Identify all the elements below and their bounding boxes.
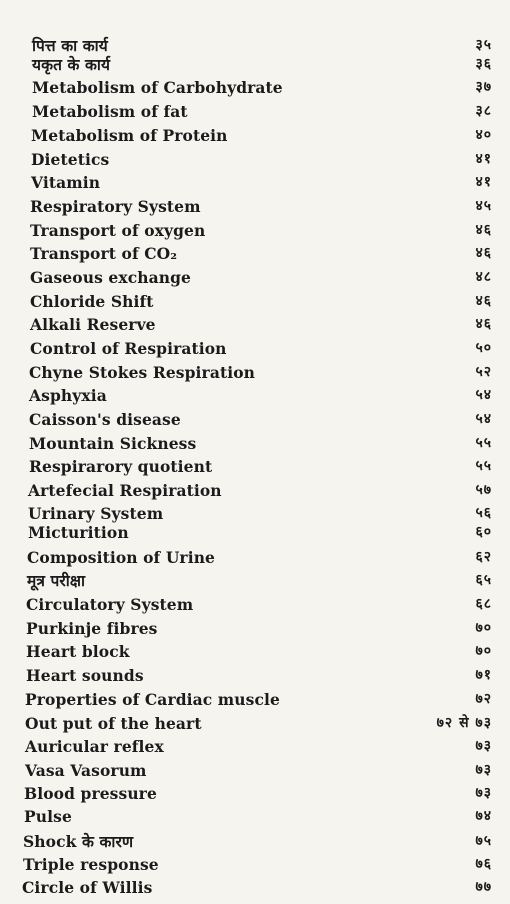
toc-entry [0, 479, 510, 502]
toc-entry-page: ७१ [475, 667, 492, 684]
toc-entry-title: Metabolism of Protein [31, 126, 228, 146]
toc-entry-page: ७५ [475, 832, 492, 849]
toc-entry-title: Heart sounds [26, 666, 144, 686]
toc-entry-page: ६२ [475, 548, 492, 565]
toc-entry [0, 688, 510, 711]
toc-entry-page: ४६ [475, 316, 492, 333]
toc-entry-page: ३७ [475, 78, 492, 95]
toc-entry-title: Composition of Urine [27, 547, 216, 567]
toc-entry-title: Blood pressure [24, 784, 157, 803]
toc-entry-title: मूत्र परीक्षा [27, 570, 86, 590]
toc-entry-title: Respiratory System [30, 197, 201, 217]
toc-entry-page: ७३ [475, 761, 492, 778]
toc-entry-title: Purkinje fibres [26, 618, 158, 638]
toc-entry [0, 853, 510, 876]
toc-entry-title: Triple response [23, 855, 159, 875]
toc-entry-title: Urinary System [28, 503, 164, 523]
toc-entry [0, 266, 510, 289]
toc-entry-title: Gaseous exchange [30, 268, 192, 288]
toc-entry [0, 76, 510, 99]
toc-entry-page: ३८ [475, 103, 492, 120]
toc-entry [0, 712, 510, 735]
table-of-contents [0, 34, 510, 898]
toc-entry [0, 617, 510, 640]
toc-entry-title: Chloride Shift [30, 291, 154, 311]
toc-entry-page: ७० [475, 642, 492, 659]
toc-entry-page: ७७ [475, 879, 492, 896]
toc-entry-title: Metabolism of fat [32, 102, 188, 122]
toc-entry-page: ७० [475, 619, 492, 636]
toc-entry-page: ३६ [475, 56, 492, 73]
toc-entry-title: Micturition [28, 523, 129, 543]
toc-entry-title: Mountain Sickness [29, 433, 197, 453]
toc-entry-page: ४६ [475, 245, 492, 262]
toc-entry [0, 830, 510, 853]
toc-entry [0, 384, 510, 407]
toc-entry [0, 664, 510, 687]
toc-entry-page: ४१ [475, 174, 492, 191]
toc-entry-page: ५५ [475, 458, 492, 475]
toc-entry [0, 782, 510, 805]
toc-entry [0, 805, 510, 828]
toc-entry [0, 290, 510, 313]
toc-entry-page: ५२ [475, 363, 492, 380]
toc-entry-title: Out put of the heart [25, 713, 202, 733]
toc-entry [0, 124, 510, 147]
toc-entry [0, 455, 510, 478]
toc-entry-page: ५५ [475, 434, 492, 451]
toc-entry-page: ४८ [475, 269, 492, 286]
toc-entry-title: Chyne Stokes Respiration [29, 362, 256, 382]
toc-entry-page: ५४ [475, 410, 492, 427]
toc-entry-page: ७४ [475, 808, 492, 825]
toc-entry [0, 546, 510, 569]
toc-entry-title: Caisson's disease [29, 409, 181, 429]
toc-entry-title: यकृत के कार्य [32, 55, 111, 75]
toc-entry-title: Shock के कारण [23, 831, 134, 851]
toc-entry [0, 593, 510, 616]
toc-entry-page: ७२ से ७३ [436, 714, 492, 731]
toc-entry-title: Dietetics [31, 149, 110, 169]
toc-entry-title: Artefecial Respiration [28, 480, 222, 500]
toc-entry-title: Circle of Willis [22, 878, 153, 898]
toc-entry-page: ७६ [475, 856, 492, 873]
toc-entry-page: ६८ [475, 596, 492, 613]
toc-entry-title: Auricular reflex [25, 737, 164, 757]
toc-entry [0, 408, 510, 431]
toc-entry-page: ४६ [475, 221, 492, 238]
toc-entry-page: ४० [475, 127, 492, 144]
toc-entry-page: ६५ [475, 571, 492, 588]
toc-entry-title: Transport of oxygen [30, 220, 206, 240]
toc-entry-page: ४६ [475, 292, 492, 309]
toc-entry [0, 735, 510, 758]
toc-entry [0, 361, 510, 384]
toc-entry [0, 313, 510, 336]
toc-entry [0, 53, 510, 76]
toc-entry [0, 242, 510, 265]
toc-entry-title: पित्त का कार्य [32, 36, 108, 55]
toc-entry-page: ४१ [475, 150, 492, 167]
toc-entry-title: Alkali Reserve [30, 315, 156, 335]
toc-entry [0, 432, 510, 455]
toc-entry [0, 876, 510, 899]
toc-entry-title: Respirarory quotient [29, 457, 213, 477]
toc-entry [0, 640, 510, 663]
toc-entry [0, 759, 510, 782]
toc-entry-page: ६० [475, 524, 492, 541]
toc-entry-page: ५६ [475, 504, 492, 521]
toc-entry-title: Properties of Cardiac muscle [25, 689, 280, 709]
toc-entry-page: ७३ [475, 785, 492, 801]
toc-entry-title: Metabolism of Carbohydrate [32, 77, 283, 97]
toc-entry [0, 337, 510, 360]
toc-entry-title: Pulse [24, 807, 72, 827]
toc-entry-page: ७३ [475, 738, 492, 755]
toc-entry-title: Vasa Vasorum [25, 760, 147, 780]
toc-entry-page: ५४ [475, 387, 492, 404]
toc-entry-title: Transport of CO₂ [30, 244, 178, 264]
toc-entry [0, 148, 510, 171]
toc-entry-page: ४५ [475, 198, 492, 215]
toc-entry [0, 100, 510, 123]
toc-entry-title: Asphyxia [29, 386, 107, 406]
toc-entry-page: ५७ [475, 481, 492, 498]
toc-entry-page: ३५ [475, 37, 492, 53]
toc-entry-title: Control of Respiration [30, 339, 227, 359]
toc-entry-page: ५० [475, 340, 492, 357]
toc-entry-title: Circulatory System [26, 595, 194, 615]
toc-entry [0, 171, 510, 194]
toc-entry-title: Vitamin [31, 173, 101, 193]
toc-entry [0, 195, 510, 218]
toc-entry [0, 569, 510, 592]
toc-entry-page: ७२ [475, 690, 492, 707]
toc-entry-title: Heart block [26, 641, 130, 661]
toc-entry [0, 521, 510, 544]
toc-entry [0, 219, 510, 242]
